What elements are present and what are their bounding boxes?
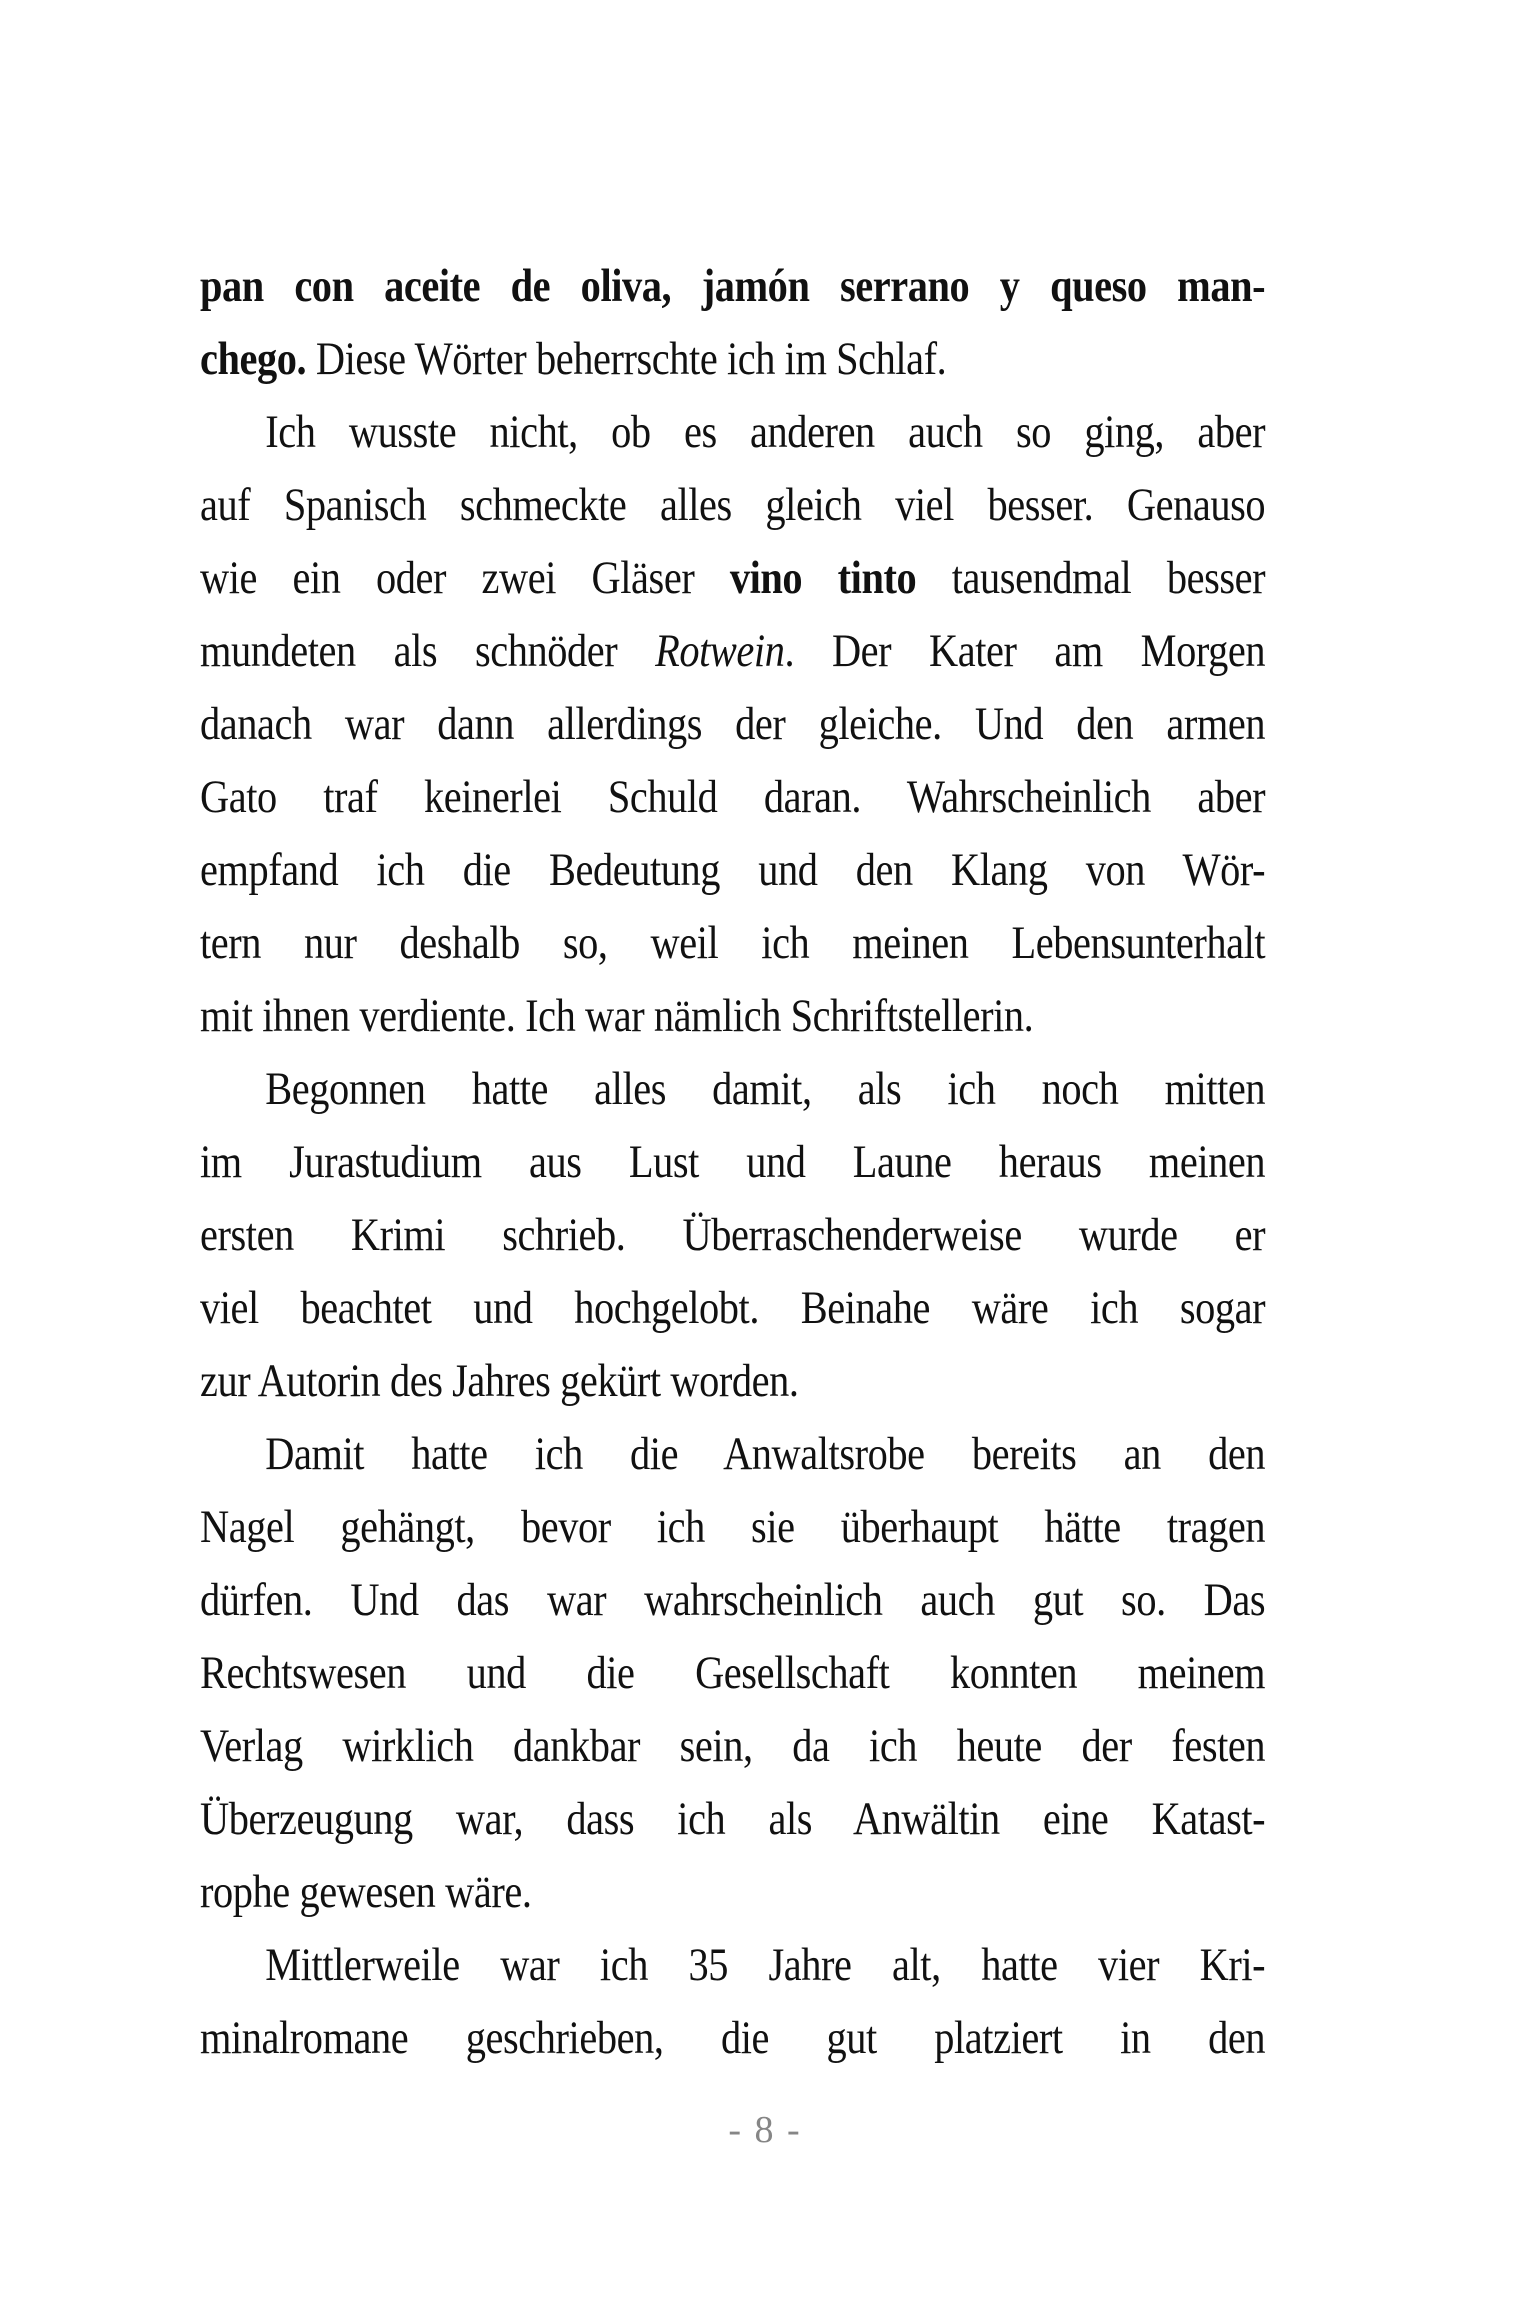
text-line	[200, 761, 1265, 834]
text-run: Rotwein	[655, 625, 785, 677]
text-line	[200, 323, 1265, 396]
text-line	[200, 469, 1265, 542]
text-line	[200, 1491, 1265, 1564]
text-run: Mittlerweile war ich 35 Jahre alt, hatte vier Kri-	[265, 1939, 1266, 1991]
text-line	[200, 250, 1265, 323]
text-line	[200, 1564, 1265, 1637]
text-run: wie ein oder zwei Gläser	[200, 552, 730, 604]
text-run: Gato traf keinerlei Schuld daran. Wahrscheinlich aber	[200, 771, 1266, 823]
text-run: rophe gewesen wäre.	[200, 1866, 532, 1918]
text-line	[200, 1856, 1265, 1929]
text-run: Damit hatte ich die Anwaltsrobe bereits an den	[265, 1428, 1266, 1480]
text-line	[200, 615, 1265, 688]
text-run: Verlag wirklich dankbar sein, da ich heute der festen	[200, 1720, 1266, 1772]
text-line	[200, 1053, 1265, 1126]
text-run: tausendmal besser	[916, 552, 1266, 604]
text-run: Diese Wörter beherrschte ich im Schlaf.	[306, 333, 947, 385]
text-line	[200, 834, 1265, 907]
text-line	[200, 1710, 1265, 1783]
text-run: im Jurastudium aus Lust und Laune heraus meinen	[200, 1136, 1266, 1188]
text-line	[200, 980, 1265, 1053]
text-line	[200, 1345, 1265, 1418]
text-run: vino tinto	[729, 552, 917, 604]
text-line	[200, 1783, 1265, 1856]
text-run: Überzeugung war, dass ich als Anwältin eine Katast-	[200, 1793, 1266, 1845]
text-run: mundeten als schnöder	[200, 625, 656, 677]
text-line	[200, 688, 1265, 761]
text-run: minalromane geschrieben, die gut platziert in den	[200, 2012, 1266, 2064]
text-run: . Der Kater am Morgen	[784, 625, 1266, 677]
text-run: viel beachtet und hochgelobt. Beinahe wäre ich sogar	[200, 1282, 1266, 1334]
text-run: dürfen. Und das war wahrscheinlich auch gut so. Das	[200, 1574, 1266, 1626]
text-line	[200, 1929, 1265, 2002]
text-run: Begonnen hatte alles damit, als ich noch mitten	[265, 1063, 1266, 1115]
text-line	[200, 396, 1265, 469]
text-line	[200, 2002, 1265, 2075]
text-run: tern nur deshalb so, weil ich meinen Lebensunterhalt	[200, 917, 1266, 969]
text-run: mit ihnen verdiente. Ich war nämlich Schriftstellerin.	[200, 990, 1034, 1042]
text-line	[200, 542, 1265, 615]
text-line	[200, 1199, 1265, 1272]
text-line	[200, 1637, 1265, 1710]
text-run: danach war dann allerdings der gleiche. Und den armen	[200, 698, 1266, 750]
text-line	[200, 1272, 1265, 1345]
text-run: zur Autorin des Jahres gekürt worden.	[200, 1355, 799, 1407]
text-run: chego.	[200, 333, 307, 385]
text-line	[200, 1126, 1265, 1199]
text-run: Nagel gehängt, bevor ich sie überhaupt hätte tragen	[200, 1501, 1266, 1553]
text-run: Ich wusste nicht, ob es anderen auch so ging, aber	[265, 406, 1266, 458]
page-number: - 8 -	[728, 2109, 802, 2151]
text-line	[200, 1418, 1265, 1491]
page-text	[200, 250, 1265, 2075]
text-run: empfand ich die Bedeutung und den Klang von Wör-	[200, 844, 1266, 896]
text-run: pan con aceite de oliva, jamón serrano y queso man-	[200, 260, 1266, 312]
text-run: ersten Krimi schrieb. Überraschenderweise wurde er	[200, 1209, 1266, 1261]
text-line	[200, 907, 1265, 980]
text-run: auf Spanisch schmeckte alles gleich viel besser. Genauso	[200, 479, 1266, 531]
text-run: Rechtswesen und die Gesellschaft konnten meinem	[200, 1647, 1266, 1699]
